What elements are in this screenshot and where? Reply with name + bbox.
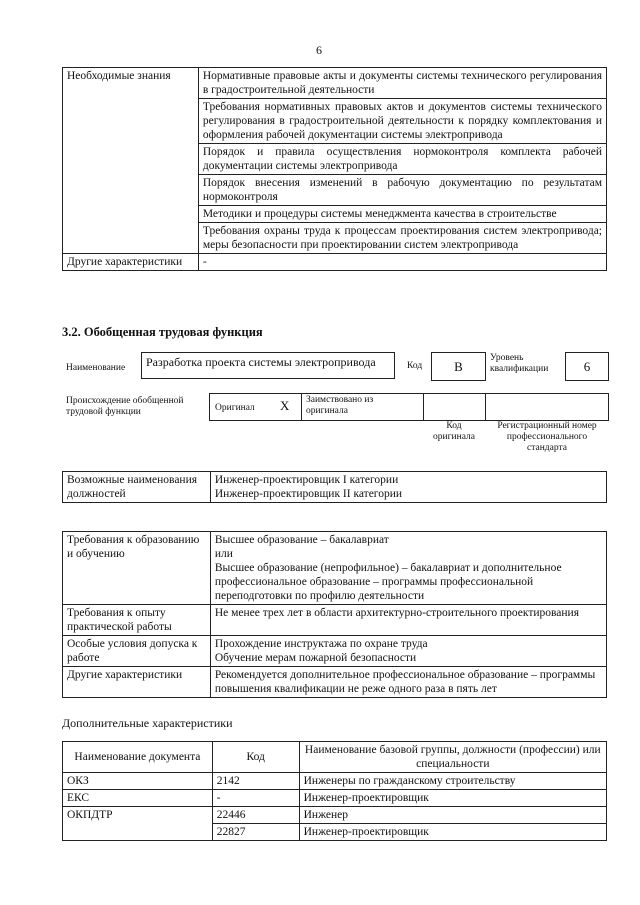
experience-value: Не менее трех лет в области архитектурно-строительного проектирования — [210, 605, 606, 636]
name-label: Наименование — [66, 363, 126, 373]
other-characteristics-value: - — [198, 254, 606, 271]
education-value — [210, 532, 606, 605]
row-code: 22827 — [212, 824, 299, 841]
section-title: 3.2. Обобщенная трудовая функция — [62, 325, 263, 339]
row-code: - — [212, 790, 299, 807]
admission-line: Обучение мерам пожарной безопасности — [214, 652, 417, 664]
req-other-label: Другие характеристики — [63, 667, 211, 698]
row-name: Инженер — [299, 807, 606, 824]
row-code: 22446 — [212, 807, 299, 824]
positions-table — [62, 471, 607, 503]
row-name: Инженер-проектировщик — [299, 824, 606, 841]
knowledge-item: Нормативные правовые акты и документы системы технического регулирования в градостроительной деятельности — [198, 68, 606, 99]
reg-number-caption: Регистрационный номер профессионального стандарта — [497, 421, 597, 453]
knowledge-label: Необходимые знания — [63, 68, 199, 254]
row-name: Инженеры по гражданскому строительству — [299, 773, 606, 790]
row-code: 2142 — [212, 773, 299, 790]
col-header-name: Наименование базовой группы, должности (профессии) или специальности — [299, 742, 606, 773]
original-label: Оригинал — [215, 403, 255, 413]
position-item: Инженер-проектировщик II категории — [214, 488, 403, 500]
position-item: Инженер-проектировщик I категории — [214, 474, 399, 486]
col-header-code: Код — [212, 742, 299, 773]
original-mark: X — [280, 398, 290, 413]
admission-value — [210, 636, 606, 667]
experience-label: Требования к опыту практической работы — [63, 605, 211, 636]
code-label: Код — [407, 361, 423, 371]
other-characteristics-label: Другие характеристики — [63, 254, 199, 271]
origin-label: Происхождение обобщенной трудовой функции — [66, 396, 184, 417]
knowledge-item: Методики и процедуры системы менеджмента качества в строительстве — [198, 206, 606, 223]
positions-label: Возможные наименования должностей — [63, 472, 211, 503]
borrowed-label: Заимствовано из оригинала — [306, 395, 374, 416]
knowledge-item: Требования охраны труда к процессам проектирования систем электропривода; меры безопасности при проектировании систем электропривода — [198, 223, 606, 254]
admission-line: Прохождение инструктажа по охране труда — [214, 638, 428, 650]
origin-divider — [485, 393, 486, 420]
origin-divider — [423, 393, 424, 420]
table-row — [63, 790, 607, 807]
education-line: Высшее образование – бакалавриат — [214, 534, 389, 546]
table-row — [63, 773, 607, 790]
requirements-table — [62, 531, 607, 698]
row-doc: ОКПДТР — [63, 807, 213, 841]
level-value: 6 — [565, 352, 609, 381]
req-other-value: Рекомендуется дополнительное профессиональное образование – программы повышения квалификации не реже одного раза в пять лет — [210, 667, 606, 698]
row-doc: ОКЗ — [63, 773, 213, 790]
knowledge-item: Порядок внесения изменений в рабочую документацию по результатам нормоконтроля — [198, 175, 606, 206]
knowledge-table — [62, 67, 607, 271]
additional-table — [62, 741, 607, 841]
level-label: Уровень квалификации — [490, 353, 549, 374]
knowledge-item: Порядок и правила осуществления нормоконтроля комплекта рабочей документации системы электропривода — [198, 144, 606, 175]
row-name: Инженер-проектировщик — [299, 790, 606, 807]
knowledge-item: Требования нормативных правовых актов и документов системы технического регулирования в градостроительной деятельности к порядку комплектования и оформления рабочей документации системы электропривода — [198, 99, 606, 144]
code-original-caption: Код оригинала — [433, 421, 475, 442]
additional-title: Дополнительные характеристики — [62, 716, 233, 730]
code-value: В — [431, 352, 486, 381]
row-doc: ЕКС — [63, 790, 213, 807]
positions-values — [210, 472, 606, 503]
name-value: Разработка проекта системы электропривода — [141, 352, 395, 379]
origin-divider — [301, 393, 302, 420]
page-number: 6 — [316, 43, 322, 57]
table-row — [63, 807, 607, 824]
col-header-document: Наименование документа — [63, 742, 213, 773]
education-line: Высшее образование (непрофильное) – бакалавриат и дополнительное профессиональное образование – программы профессиональной переподготовки по профилю деятельности — [214, 562, 562, 602]
education-label: Требования к образованию и обучению — [63, 532, 211, 605]
education-line: или — [214, 548, 233, 560]
admission-label: Особые условия допуска к работе — [63, 636, 211, 667]
